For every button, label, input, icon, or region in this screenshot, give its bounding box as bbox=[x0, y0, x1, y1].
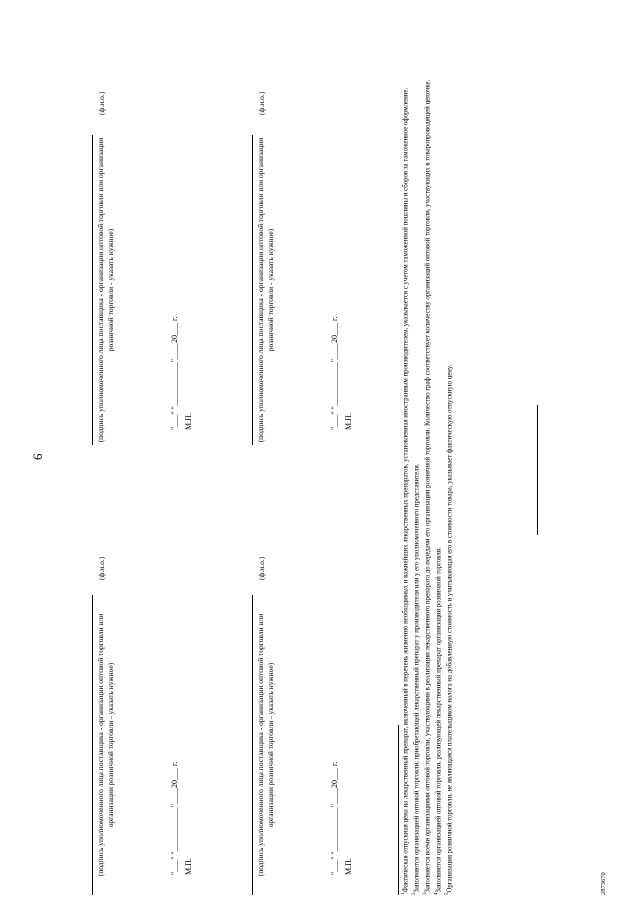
stamp-label: М.П. bbox=[184, 858, 193, 875]
footnotes bbox=[400, 35, 455, 895]
footnote: $^1$Фактическая отпускная цена на лекарственный препарат, включенный в перечень жизненно необходимых и важнейших лекарственных препаратов, установленная иностранным производителем, указывается с учетом таможенной пошлины и сборов за таможенное оформление. bbox=[401, 87, 410, 895]
footnote-separator bbox=[398, 725, 399, 895]
fio-label: (ф.и.о.) bbox=[257, 91, 266, 115]
signature-caption: (подпись уполномоченного лица поставщика - организации оптовой торговли или организации розничной торговли - указать нужное) bbox=[256, 613, 275, 877]
signature-line bbox=[92, 595, 93, 895]
fio-label: (ф.и.о.) bbox=[97, 556, 106, 580]
page-number: 6 bbox=[30, 453, 45, 460]
signature-line bbox=[252, 595, 253, 895]
date-line: "___" "___________"____20___ г. bbox=[170, 761, 179, 875]
signature-line bbox=[92, 135, 93, 445]
fio-label: (ф.и.о.) bbox=[97, 91, 106, 115]
date-line: "___" "___________"____20___ г. bbox=[330, 316, 339, 430]
signature-line bbox=[252, 135, 253, 445]
stamp-label: М.П. bbox=[344, 858, 353, 875]
stamp-label: М.П. bbox=[344, 413, 353, 430]
footnote: $^5$Организация розничной торговли, не являющаяся плательщиком налога на добавленную стоимость и учитывающая его в стоимости товара, указывает фактическую отпускную цену. bbox=[444, 364, 454, 895]
signature-caption: (подпись уполномоченного лица поставщика - организации оптовой торговли или организации розничной торговли - указать нужное) bbox=[256, 137, 275, 443]
signature-caption: (подпись уполномоченного лица поставщика - организации оптовой торговли или организации розничной торговли - указать нужное) bbox=[96, 137, 115, 443]
footnote: $^4$Заполняется организацией оптовой торговли, реализующей лекарственный препарат организации розничной торговли. bbox=[433, 547, 443, 895]
stamp-label: М.П. bbox=[184, 413, 193, 430]
footnote: $^2$Заполняется организацией оптовой торговли, приобретающей лекарственный препарат у производителя или у его уполномоченного представителя. bbox=[411, 463, 421, 895]
footnote: $^3$Заполняется всеми организациями оптовой торговли, участвующими в реализации лекарственного препарата до передачи его организации розничной торговли. Количество граф соответствует количеству организаций оптовой торговли, участвующих в товаропроводящей цепочке. bbox=[422, 79, 432, 895]
date-line: "___" "___________"____20___ г. bbox=[330, 761, 339, 875]
date-line: "___" "___________"____20___ г. bbox=[170, 316, 179, 430]
signature-caption: (подпись уполномоченного лица поставщика - организации оптовой торговли или организации розничной торговли - указать нужное) bbox=[96, 613, 115, 877]
document-code: 2873670 bbox=[600, 872, 607, 895]
end-rule bbox=[537, 405, 538, 535]
fio-label: (ф.и.о.) bbox=[257, 556, 266, 580]
